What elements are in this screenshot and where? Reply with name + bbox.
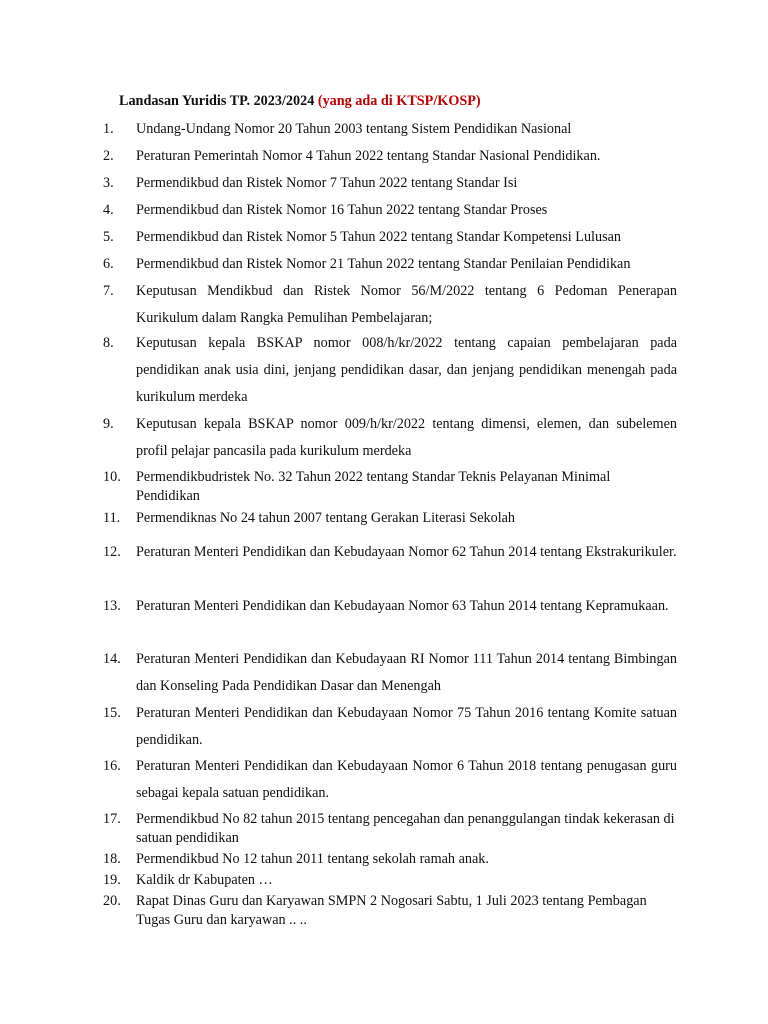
item-number: 17. xyxy=(103,811,121,827)
list-item xyxy=(103,810,677,848)
item-number: 18. xyxy=(103,851,121,867)
item-text: Permendikbud dan Ristek Nomor 5 Tahun 2022 tentang Standar Kompetensi Lulusan xyxy=(136,229,621,245)
item-number: 5. xyxy=(103,229,114,245)
list-item xyxy=(103,593,677,620)
item-text: Peraturan Pemerintah Nomor 4 Tahun 2022 tentang Standar Nasional Pendidikan. xyxy=(136,148,601,164)
item-number: 10. xyxy=(103,469,121,485)
list-item xyxy=(103,509,677,528)
item-number: 9. xyxy=(103,416,114,432)
list-item xyxy=(103,411,677,465)
list-item xyxy=(103,330,677,411)
item-text: Keputusan kepala BSKAP nomor 009/h/kr/2022 tentang dimensi, elemen, dan subelemen profil pelajar pancasila pada kurikulum merdeka xyxy=(136,416,677,459)
list-item xyxy=(103,224,677,251)
item-text: Permendikbud dan Ristek Nomor 7 Tahun 2022 tentang Standar Isi xyxy=(136,175,518,191)
item-number: 19. xyxy=(103,872,121,888)
title-main: Landasan Yuridis TP. 2023/2024 xyxy=(119,93,318,109)
item-number: 7. xyxy=(103,283,114,299)
item-text: Permendikbud No 12 tahun 2011 tentang sekolah ramah anak. xyxy=(136,851,489,867)
item-number: 2. xyxy=(103,148,114,164)
item-text: Keputusan Mendikbud dan Ristek Nomor 56/M/2022 tentang 6 Pedoman Penerapan Kurikulum dalam Rangka Pemulihan Pembelajaran; xyxy=(136,283,677,326)
item-number: 6. xyxy=(103,256,114,272)
list-item xyxy=(103,278,677,332)
item-text: Peraturan Menteri Pendidikan dan Kebudayaan Nomor 62 Tahun 2014 tentang Ekstrakurikuler. xyxy=(136,544,677,560)
item-text: Permendikbud dan Ristek Nomor 16 Tahun 2022 tentang Standar Proses xyxy=(136,202,548,218)
item-number: 12. xyxy=(103,544,121,560)
item-text: Permendikbud dan Ristek Nomor 21 Tahun 2022 tentang Standar Penilaian Pendidikan xyxy=(136,256,631,272)
item-text: Peraturan Menteri Pendidikan dan Kebudayaan Nomor 63 Tahun 2014 tentang Kepramukaan. xyxy=(136,598,669,614)
item-number: 1. xyxy=(103,121,114,137)
item-text: Peraturan Menteri Pendidikan dan Kebudayaan Nomor 75 Tahun 2016 tentang Komite satuan pendidikan. xyxy=(136,705,677,748)
list-item xyxy=(103,468,677,506)
item-number: 15. xyxy=(103,705,121,721)
item-text: Permendikbudristek No. 32 Tahun 2022 tentang Standar Teknis Pelayanan Minimal Pendidikan xyxy=(136,469,611,504)
item-number: 13. xyxy=(103,598,121,614)
item-text: Keputusan kepala BSKAP nomor 008/h/kr/2022 tentang capaian pembelajaran pada pendidikan anak usia dini, jenjang pendidikan dasar, dan jenjang pendidikan menengah pada kurikulum merdeka xyxy=(136,335,677,405)
list-item xyxy=(103,850,677,869)
item-text: Permendiknas No 24 tahun 2007 tentang Gerakan Literasi Sekolah xyxy=(136,510,516,526)
document-title xyxy=(119,93,481,110)
item-number: 8. xyxy=(103,335,114,351)
item-text: Kaldik dr Kabupaten … xyxy=(136,872,273,888)
list-item xyxy=(103,143,677,170)
item-number: 14. xyxy=(103,651,121,667)
item-text: Undang-Undang Nomor 20 Tahun 2003 tentang Sistem Pendidikan Nasional xyxy=(136,121,572,137)
item-text: Permendikbud No 82 tahun 2015 tentang pencegahan dan penanggulangan tindak kekerasan di satuan pendidikan xyxy=(136,811,675,846)
list-item xyxy=(103,700,677,754)
list-item xyxy=(103,871,677,890)
list-item xyxy=(103,170,677,197)
list-item xyxy=(103,753,677,807)
list-item xyxy=(103,251,677,278)
title-accent: (yang ada di KTSP/KOSP) xyxy=(317,93,481,109)
item-number: 4. xyxy=(103,202,114,218)
item-number: 3. xyxy=(103,175,114,191)
item-text: Peraturan Menteri Pendidikan dan Kebudayaan Nomor 6 Tahun 2018 tentang penugasan guru sebagai kepala satuan pendidikan. xyxy=(136,758,677,801)
list-item xyxy=(103,646,677,700)
item-number: 11. xyxy=(103,510,121,526)
list-item xyxy=(103,197,677,224)
item-number: 20. xyxy=(103,893,121,909)
item-number: 16. xyxy=(103,758,121,774)
list-item xyxy=(103,116,677,143)
list-item xyxy=(103,892,677,930)
item-text: Peraturan Menteri Pendidikan dan Kebudayaan RI Nomor 111 Tahun 2014 tentang Bimbingan dan Konseling Pada Pendidikan Dasar dan Menengah xyxy=(136,651,677,694)
item-text: Rapat Dinas Guru dan Karyawan SMPN 2 Nogosari Sabtu, 1 Juli 2023 tentang Pembagan Tugas Guru dan karyawan .. .. xyxy=(136,893,647,928)
list-item xyxy=(103,539,677,566)
